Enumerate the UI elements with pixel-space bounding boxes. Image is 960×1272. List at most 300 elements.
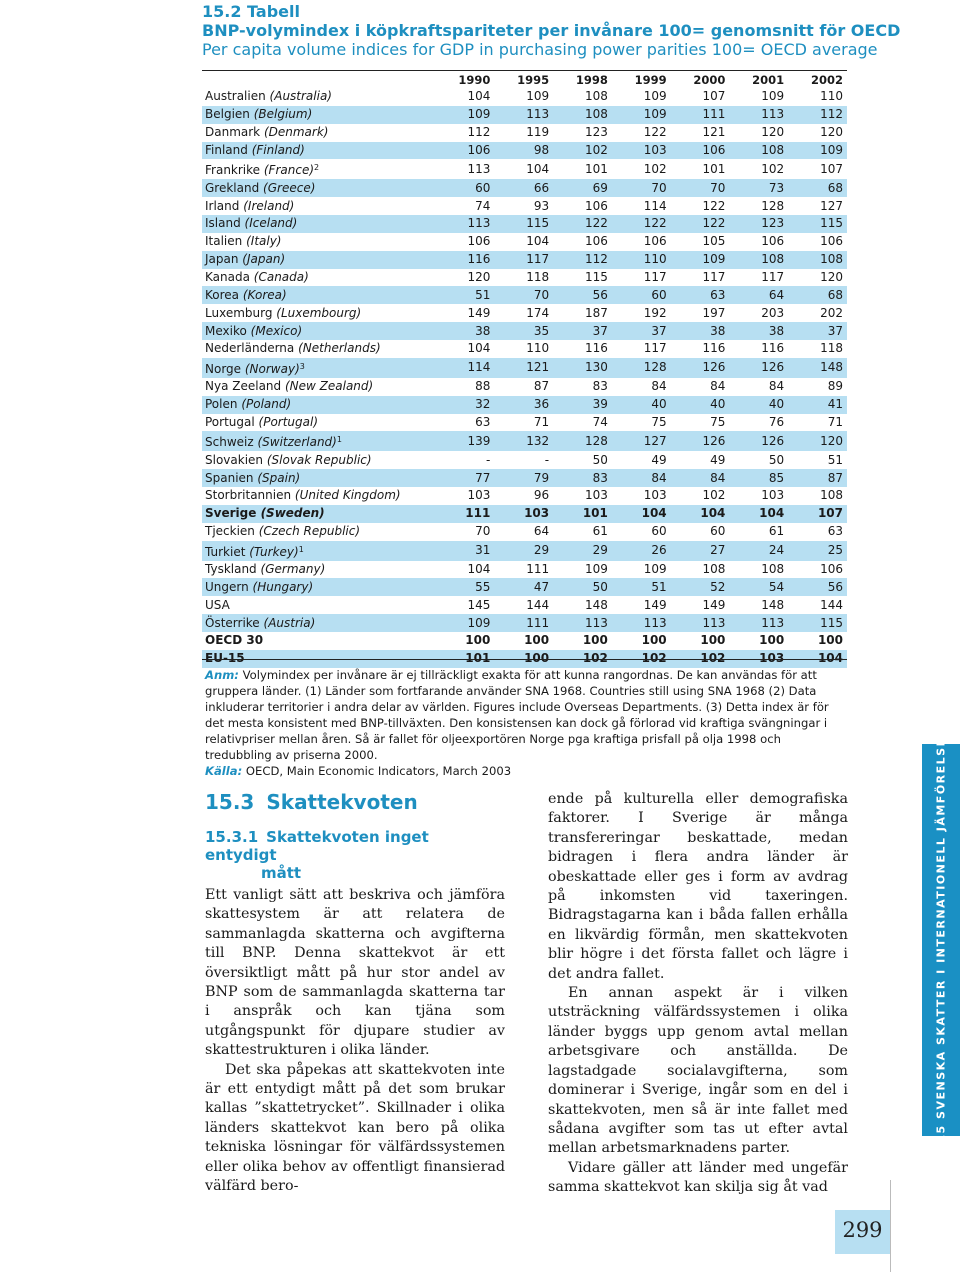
value-cell: - bbox=[544, 452, 550, 467]
value-cell: 24 bbox=[729, 541, 788, 561]
value-cell: 50 bbox=[553, 578, 612, 596]
value-cell: 122 bbox=[702, 198, 726, 213]
table-row bbox=[202, 233, 847, 251]
value-cell: - bbox=[486, 452, 491, 467]
value-cell: 31 bbox=[436, 541, 495, 561]
table-row bbox=[202, 159, 847, 179]
value-cell: 68 bbox=[788, 286, 847, 304]
table-notes bbox=[205, 667, 850, 779]
country-name-en: (Greece) bbox=[263, 180, 316, 195]
value-cell: 148 bbox=[788, 358, 847, 378]
value-cell: 79 bbox=[494, 469, 553, 487]
value-cell: 139 bbox=[436, 431, 495, 451]
value-cell: 126 bbox=[729, 431, 788, 451]
country-cell bbox=[202, 523, 436, 541]
value-cell: 103 bbox=[494, 505, 553, 523]
paragraph: ende på kulturella eller demografiska faktorer. I Sverige är många transfereringar beskattade, medan bidragen i flera andra länder är obeskattade eller ges i form av avdrag på inkomsten vid taxeringen. Bidragstagarna kan i båda fallen erhålla en likvärdig förmån, men skattekvoten blir högre i det första fallet och lägre i det andra fallet. bbox=[548, 791, 848, 982]
value-cell: 29 bbox=[553, 541, 612, 561]
country-name-sv: Turkiet bbox=[205, 544, 246, 559]
country-name-sv: Finland bbox=[205, 142, 248, 157]
subsection-title-2: mått bbox=[261, 864, 302, 882]
country-name-en: (Finland) bbox=[251, 142, 305, 157]
table-row bbox=[202, 269, 847, 287]
value-cell: 111 bbox=[436, 505, 495, 523]
value-cell: 74 bbox=[592, 414, 608, 429]
value-cell: 122 bbox=[671, 215, 730, 233]
text-column-left bbox=[205, 790, 505, 1197]
value-cell: 110 bbox=[612, 251, 671, 269]
value-cell: 148 bbox=[584, 597, 608, 612]
value-cell: 109 bbox=[612, 106, 671, 124]
table-body bbox=[202, 88, 847, 668]
country-name-en: (Spain) bbox=[257, 470, 301, 485]
value-cell: 113 bbox=[436, 215, 495, 233]
value-cell: 103 bbox=[584, 488, 608, 503]
value-cell: 127 bbox=[612, 431, 671, 451]
table-row bbox=[202, 106, 847, 124]
value-cell: 112 bbox=[788, 106, 847, 124]
country-name-en: (Germany) bbox=[260, 561, 326, 576]
value-cell: 121 bbox=[702, 125, 726, 140]
value-cell: 104 bbox=[671, 505, 730, 523]
text-column-right bbox=[548, 790, 848, 1198]
value-cell: 54 bbox=[729, 578, 788, 596]
country-cell bbox=[202, 614, 436, 632]
header-year: 2000 bbox=[693, 72, 726, 87]
value-cell: 117 bbox=[702, 270, 726, 285]
value-cell: 63 bbox=[827, 524, 843, 539]
table-row bbox=[202, 142, 847, 160]
value-cell: 51 bbox=[827, 452, 843, 467]
value-cell: 108 bbox=[788, 251, 847, 269]
country-name-sv: Luxemburg bbox=[205, 305, 273, 320]
country-name-sv: Portugal bbox=[205, 414, 255, 429]
value-cell: 126 bbox=[671, 431, 730, 451]
value-cell: 87 bbox=[788, 469, 847, 487]
value-cell: 187 bbox=[584, 305, 608, 320]
value-cell: 77 bbox=[436, 469, 495, 487]
table-row bbox=[202, 251, 847, 269]
value-cell: 85 bbox=[729, 469, 788, 487]
country-name-sv: Belgien bbox=[205, 107, 250, 122]
table-row bbox=[202, 179, 847, 197]
country-cell bbox=[202, 431, 436, 451]
value-cell: 51 bbox=[436, 286, 495, 304]
value-cell: 55 bbox=[436, 578, 495, 596]
value-cell: 47 bbox=[494, 578, 553, 596]
country-name-sv: Island bbox=[205, 216, 241, 231]
value-cell: 108 bbox=[553, 106, 612, 124]
value-cell: 121 bbox=[494, 358, 553, 378]
footnote-marker: 1 bbox=[298, 544, 304, 554]
value-cell: 27 bbox=[671, 541, 730, 561]
value-cell: 106 bbox=[820, 234, 843, 249]
value-cell: 98 bbox=[494, 142, 553, 160]
value-cell: 63 bbox=[475, 414, 491, 429]
header-country bbox=[202, 71, 436, 89]
country-name-en: (Czech Republic) bbox=[258, 524, 361, 539]
value-cell: 106 bbox=[820, 561, 843, 576]
value-cell: 87 bbox=[533, 379, 550, 394]
value-cell: 144 bbox=[820, 597, 843, 612]
value-cell: 103 bbox=[729, 650, 788, 668]
value-cell: 113 bbox=[729, 614, 788, 632]
value-cell: 106 bbox=[643, 234, 667, 249]
country-cell bbox=[202, 632, 436, 650]
country-cell bbox=[202, 596, 436, 614]
country-name-sv: Tjeckien bbox=[205, 524, 255, 539]
country-name-sv: Schweiz bbox=[205, 435, 254, 450]
country-name-sv: Japan bbox=[205, 252, 239, 267]
value-cell: 75 bbox=[651, 414, 667, 429]
country-name-sv: Storbritannien bbox=[205, 488, 292, 503]
value-cell: 70 bbox=[475, 524, 491, 539]
value-cell: 100 bbox=[700, 633, 726, 648]
table-row bbox=[202, 451, 847, 469]
value-cell: 109 bbox=[526, 89, 550, 104]
value-cell: 40 bbox=[671, 396, 730, 414]
country-name-sv: Tyskland bbox=[205, 561, 257, 576]
value-cell: 104 bbox=[467, 89, 491, 104]
page-number-box bbox=[835, 1210, 890, 1254]
value-cell: 108 bbox=[702, 561, 726, 576]
paragraph: Vidare gäller att länder med ungefär samma skattekvot kan skilja sig åt vad bbox=[548, 1159, 848, 1196]
value-cell: 149 bbox=[643, 597, 667, 612]
value-cell: 84 bbox=[710, 379, 726, 394]
country-name-en: (Italy) bbox=[246, 234, 282, 249]
country-name-sv: Spanien bbox=[205, 470, 254, 485]
value-cell: 38 bbox=[671, 322, 730, 340]
country-name-en: (Slovak Republic) bbox=[266, 452, 372, 467]
country-cell bbox=[202, 179, 436, 197]
table-number: 15.2 Tabell bbox=[202, 2, 300, 21]
value-cell: 112 bbox=[553, 251, 612, 269]
value-cell: 70 bbox=[612, 179, 671, 197]
country-cell bbox=[202, 124, 436, 142]
value-cell: 102 bbox=[761, 161, 785, 176]
country-cell bbox=[202, 396, 436, 414]
value-cell: 116 bbox=[584, 341, 608, 356]
country-name-sv: EU-15 bbox=[205, 651, 245, 666]
value-cell: 102 bbox=[702, 488, 726, 503]
value-cell: 113 bbox=[729, 106, 788, 124]
value-cell: 113 bbox=[494, 106, 553, 124]
value-cell: 26 bbox=[612, 541, 671, 561]
value-cell: 110 bbox=[526, 341, 550, 356]
value-cell: 103 bbox=[643, 488, 667, 503]
value-cell: 113 bbox=[467, 161, 491, 176]
section-heading bbox=[205, 790, 505, 814]
table-row bbox=[202, 286, 847, 304]
country-name-en: (France) bbox=[263, 163, 315, 178]
value-cell: 174 bbox=[526, 305, 550, 320]
value-cell: 122 bbox=[643, 125, 667, 140]
value-cell: 104 bbox=[526, 161, 550, 176]
country-cell bbox=[202, 142, 436, 160]
country-cell bbox=[202, 197, 436, 215]
value-cell: 38 bbox=[729, 322, 788, 340]
value-cell: 102 bbox=[553, 142, 612, 160]
table-row bbox=[202, 378, 847, 396]
country-cell bbox=[202, 561, 436, 579]
value-cell: 100 bbox=[494, 650, 553, 668]
value-cell: 37 bbox=[612, 322, 671, 340]
country-name-en: (Australia) bbox=[269, 89, 332, 104]
header-year: 1999 bbox=[634, 72, 667, 87]
value-cell: 35 bbox=[494, 322, 553, 340]
country-cell bbox=[202, 340, 436, 358]
value-cell: 128 bbox=[553, 431, 612, 451]
value-cell: 106 bbox=[671, 142, 730, 160]
value-cell: 145 bbox=[467, 597, 491, 612]
country-cell bbox=[202, 358, 436, 378]
country-cell bbox=[202, 469, 436, 487]
value-cell: 126 bbox=[729, 358, 788, 378]
value-cell: 113 bbox=[671, 614, 730, 632]
value-cell: 102 bbox=[643, 161, 667, 176]
value-cell: 100 bbox=[465, 633, 491, 648]
value-cell: 101 bbox=[436, 650, 495, 668]
value-cell: 64 bbox=[533, 524, 550, 539]
value-cell: 120 bbox=[467, 270, 491, 285]
gdp-index-table bbox=[202, 70, 847, 668]
value-cell: 51 bbox=[612, 578, 671, 596]
value-cell: 111 bbox=[494, 614, 553, 632]
value-cell: 40 bbox=[612, 396, 671, 414]
value-cell: 120 bbox=[788, 431, 847, 451]
value-cell: 132 bbox=[494, 431, 553, 451]
value-cell: 76 bbox=[768, 414, 785, 429]
value-cell: 103 bbox=[467, 488, 491, 503]
value-cell: 49 bbox=[710, 452, 726, 467]
value-cell: 106 bbox=[761, 234, 785, 249]
country-name-sv: Grekland bbox=[205, 180, 260, 195]
value-cell: 29 bbox=[494, 541, 553, 561]
value-cell: 100 bbox=[641, 633, 667, 648]
table-row bbox=[202, 88, 847, 106]
value-cell: 32 bbox=[436, 396, 495, 414]
subsection-title-1: Skattekvoten inget entydigt bbox=[205, 828, 429, 864]
value-cell: 122 bbox=[612, 215, 671, 233]
value-cell: 96 bbox=[533, 488, 550, 503]
value-cell: 149 bbox=[467, 305, 491, 320]
value-cell: 66 bbox=[494, 179, 553, 197]
value-cell: 100 bbox=[759, 633, 785, 648]
value-cell: 69 bbox=[553, 179, 612, 197]
value-cell: 114 bbox=[643, 198, 667, 213]
value-cell: 60 bbox=[651, 524, 667, 539]
value-cell: 101 bbox=[584, 161, 608, 176]
value-cell: 192 bbox=[643, 305, 667, 320]
value-cell: 70 bbox=[494, 286, 553, 304]
value-cell: 109 bbox=[643, 561, 667, 576]
value-cell: 75 bbox=[710, 414, 726, 429]
value-cell: 61 bbox=[768, 524, 785, 539]
value-cell: 108 bbox=[729, 142, 788, 160]
value-cell: 104 bbox=[467, 341, 491, 356]
value-cell: 84 bbox=[768, 379, 785, 394]
value-cell: 113 bbox=[612, 614, 671, 632]
value-cell: 109 bbox=[788, 142, 847, 160]
country-name-en: (Netherlands) bbox=[298, 341, 381, 356]
table-row bbox=[202, 541, 847, 561]
country-name-en: (Ireland) bbox=[243, 198, 295, 213]
value-cell: 68 bbox=[788, 179, 847, 197]
page-rule bbox=[890, 1180, 891, 1272]
value-cell: 115 bbox=[494, 215, 553, 233]
value-cell: 123 bbox=[729, 215, 788, 233]
chapter-sidebar bbox=[922, 737, 960, 1143]
country-name-sv: Irland bbox=[205, 198, 240, 213]
value-cell: 115 bbox=[584, 270, 608, 285]
country-name-sv: Norge bbox=[205, 361, 242, 376]
value-cell: 84 bbox=[651, 379, 667, 394]
value-cell: 107 bbox=[788, 505, 847, 523]
value-cell: 100 bbox=[582, 633, 608, 648]
value-cell: 110 bbox=[820, 89, 843, 104]
table-row bbox=[202, 561, 847, 579]
value-cell: 73 bbox=[729, 179, 788, 197]
value-cell: 128 bbox=[761, 198, 785, 213]
value-cell: 38 bbox=[436, 322, 495, 340]
subsection-number: 15.3.1 bbox=[205, 828, 259, 846]
footnote-marker: 3 bbox=[299, 361, 305, 371]
country-cell bbox=[202, 451, 436, 469]
value-cell: 117 bbox=[643, 341, 667, 356]
country-cell bbox=[202, 159, 436, 179]
country-name-sv: Australien bbox=[205, 89, 266, 104]
table-row bbox=[202, 322, 847, 340]
table-row bbox=[202, 632, 847, 650]
country-name-sv: Sverige bbox=[205, 506, 257, 521]
value-cell: 74 bbox=[475, 198, 491, 213]
value-cell: 83 bbox=[553, 469, 612, 487]
country-name-sv: Korea bbox=[205, 287, 240, 302]
country-name-sv: OECD 30 bbox=[205, 633, 264, 648]
value-cell: 149 bbox=[702, 597, 726, 612]
value-cell: 109 bbox=[643, 89, 667, 104]
value-cell: 120 bbox=[761, 125, 785, 140]
table-row bbox=[202, 304, 847, 322]
country-name-en: (Poland) bbox=[241, 397, 292, 412]
value-cell: 36 bbox=[494, 396, 553, 414]
country-name-sv: Nederländerna bbox=[205, 341, 295, 356]
value-cell: 100 bbox=[817, 633, 843, 648]
table-row bbox=[202, 197, 847, 215]
country-name-en: (Switzerland) bbox=[257, 435, 337, 450]
value-cell: 104 bbox=[788, 650, 847, 668]
value-cell: 63 bbox=[671, 286, 730, 304]
section-title: Skattekvoten bbox=[266, 790, 418, 814]
country-cell bbox=[202, 106, 436, 124]
value-cell: 56 bbox=[553, 286, 612, 304]
header-year: 2002 bbox=[810, 72, 843, 87]
value-cell: 89 bbox=[827, 379, 843, 394]
table-row bbox=[202, 578, 847, 596]
value-cell: 109 bbox=[436, 106, 495, 124]
value-cell: 71 bbox=[827, 414, 843, 429]
value-cell: 104 bbox=[526, 234, 550, 249]
value-cell: 111 bbox=[526, 561, 550, 576]
footnote-marker: 1 bbox=[336, 435, 342, 445]
subsection-heading bbox=[205, 828, 505, 882]
value-cell: 102 bbox=[612, 650, 671, 668]
country-cell bbox=[202, 304, 436, 322]
country-name-sv: Slovakien bbox=[205, 452, 264, 467]
value-cell: 83 bbox=[592, 379, 608, 394]
value-cell: 71 bbox=[533, 414, 550, 429]
chapter-title: 15 SVENSKA SKATTER I INTERNATIONELL JÄMFÖRELSE bbox=[934, 737, 948, 1143]
value-cell: 39 bbox=[553, 396, 612, 414]
country-name-en: (Denmark) bbox=[263, 125, 329, 140]
country-cell bbox=[202, 286, 436, 304]
country-cell bbox=[202, 578, 436, 596]
value-cell: 56 bbox=[788, 578, 847, 596]
country-name-en: (Iceland) bbox=[244, 216, 298, 231]
table-title bbox=[202, 2, 902, 59]
value-cell: 106 bbox=[436, 142, 495, 160]
country-name-sv: Kanada bbox=[205, 270, 250, 285]
value-cell: 101 bbox=[702, 161, 726, 176]
value-cell: 116 bbox=[436, 251, 495, 269]
footnote-marker: 2 bbox=[314, 163, 320, 173]
country-cell bbox=[202, 541, 436, 561]
value-cell: 126 bbox=[671, 358, 730, 378]
table-title-swedish: BNP-volymindex i köpkraftspariteter per invånare 100= genomsnitt för OECD bbox=[202, 21, 901, 40]
note-anm bbox=[205, 667, 850, 763]
value-cell: 105 bbox=[702, 234, 726, 249]
country-name-en: (Turkey) bbox=[249, 544, 299, 559]
value-cell: 115 bbox=[788, 215, 847, 233]
value-cell: 93 bbox=[533, 198, 550, 213]
country-cell bbox=[202, 269, 436, 287]
country-cell bbox=[202, 414, 436, 432]
value-cell: 61 bbox=[592, 524, 608, 539]
value-cell: 113 bbox=[553, 614, 612, 632]
table-row bbox=[202, 469, 847, 487]
country-name-en: (New Zealand) bbox=[284, 379, 374, 394]
value-cell: 102 bbox=[671, 650, 730, 668]
country-name-en: (Sweden) bbox=[260, 506, 325, 521]
country-cell bbox=[202, 322, 436, 340]
table-header-row bbox=[202, 71, 847, 89]
value-cell: 122 bbox=[553, 215, 612, 233]
value-cell: 117 bbox=[494, 251, 553, 269]
value-cell: 197 bbox=[702, 305, 726, 320]
country-name-en: (Mexico) bbox=[250, 323, 303, 338]
page-number: 299 bbox=[842, 1218, 883, 1242]
header-year: 2001 bbox=[752, 72, 785, 87]
country-name-en: (Korea) bbox=[242, 287, 287, 302]
country-name-sv: Nya Zeeland bbox=[205, 379, 282, 394]
section-number: 15.3 bbox=[205, 790, 255, 814]
country-cell bbox=[202, 378, 436, 396]
source-text: OECD, Main Economic Indicators, March 2003 bbox=[242, 764, 512, 778]
value-cell: 109 bbox=[671, 251, 730, 269]
country-cell bbox=[202, 251, 436, 269]
country-name-en: (Belgium) bbox=[253, 107, 313, 122]
value-cell: 148 bbox=[761, 597, 785, 612]
value-cell: 108 bbox=[729, 251, 788, 269]
country-cell bbox=[202, 505, 436, 523]
value-cell: 84 bbox=[612, 469, 671, 487]
country-cell bbox=[202, 215, 436, 233]
value-cell: 203 bbox=[761, 305, 785, 320]
value-cell: 106 bbox=[584, 234, 608, 249]
value-cell: 128 bbox=[612, 358, 671, 378]
note-source bbox=[205, 763, 850, 779]
value-cell: 60 bbox=[612, 286, 671, 304]
